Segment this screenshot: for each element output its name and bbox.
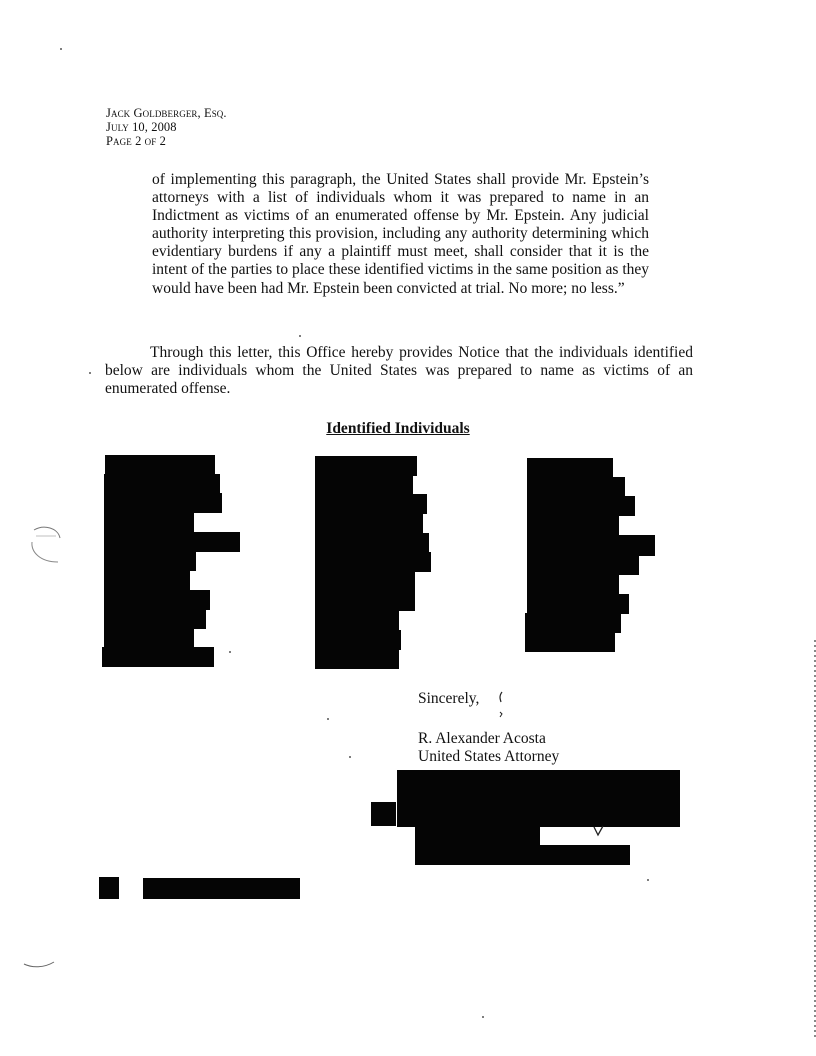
edge-mark	[22, 958, 56, 977]
redaction-block	[315, 494, 427, 514]
redaction-block	[315, 475, 413, 495]
quoted-paragraph	[152, 171, 649, 298]
redacted-signature	[397, 770, 680, 827]
redaction-block	[527, 496, 635, 516]
redaction-block	[104, 474, 220, 494]
scan-speck	[89, 372, 91, 374]
redaction-block	[527, 477, 625, 497]
redaction-block	[104, 590, 210, 610]
signer-title: United States Attorney	[418, 748, 560, 765]
redaction-block	[104, 570, 190, 590]
hole-punch-mark	[28, 522, 64, 573]
redaction-block	[525, 613, 621, 633]
redaction-block	[99, 877, 119, 899]
redaction-block	[525, 632, 615, 652]
redaction-block	[104, 609, 206, 629]
redaction-block	[315, 591, 415, 611]
redaction-block	[527, 555, 639, 575]
redaction-block	[315, 456, 417, 476]
scan-speck	[60, 48, 62, 50]
quoted-paragraph-text: of implementing this paragraph, the United States shall provide Mr. Epstein’s attorneys with a list of individuals whom it was prepared to name in an Indictment as victims of an enumerated offense by Mr. Epstein. Any judicial authority interpreting this provision, including any authority determining which evidentiary burdens if any a plaintiff must meet, shall consider that it is the intent of the parties to place these identified victims in the same position as they would have been had Mr. Epstein been convicted at trial. No more; no less.”	[152, 171, 649, 297]
scan-speck	[327, 718, 329, 720]
scan-speck	[647, 879, 649, 881]
date-line: July 10, 2008	[106, 120, 177, 134]
letter-header	[106, 106, 227, 148]
redaction-block	[527, 516, 619, 536]
page-number-line: Page 2 of 2	[106, 134, 166, 148]
redaction-block	[104, 628, 194, 648]
redaction-block	[315, 630, 401, 650]
redaction-block	[104, 512, 194, 532]
redaction-block	[315, 533, 429, 553]
scan-speck	[482, 1016, 484, 1018]
scan-speck	[229, 651, 231, 653]
redaction-block	[105, 455, 215, 475]
scan-speck	[299, 335, 301, 337]
redaction-block	[143, 878, 300, 899]
redaction-block	[415, 826, 540, 846]
redaction-block	[104, 493, 222, 513]
redaction-block	[371, 802, 396, 826]
redaction-block	[315, 514, 423, 534]
handwritten-mark	[592, 824, 606, 843]
redaction-block	[415, 845, 630, 865]
notice-paragraph	[105, 344, 693, 399]
redaction-block	[527, 594, 629, 614]
redaction-block	[315, 552, 431, 572]
salutation: Sincerely,	[418, 690, 480, 707]
redaction-block	[527, 458, 613, 478]
redaction-block	[527, 574, 619, 594]
scan-speck	[349, 756, 351, 758]
redaction-block	[315, 572, 415, 592]
signer-name: R. Alexander Acosta	[418, 730, 546, 747]
notice-paragraph-text: Through this letter, this Office hereby provides Notice that the individuals identified below are individuals whom the United States was prepared to name as victims of an enumerated offense.	[105, 344, 693, 398]
recipient-line: Jack Goldberger, Esq.	[106, 106, 227, 120]
signature-mark	[497, 690, 505, 725]
redaction-block	[102, 647, 214, 667]
redaction-block	[527, 535, 655, 556]
section-heading: Identified Individuals	[326, 420, 470, 437]
redaction-block	[104, 551, 196, 571]
redaction-block	[104, 532, 240, 552]
redaction-block	[315, 649, 399, 669]
redaction-block	[315, 610, 399, 630]
